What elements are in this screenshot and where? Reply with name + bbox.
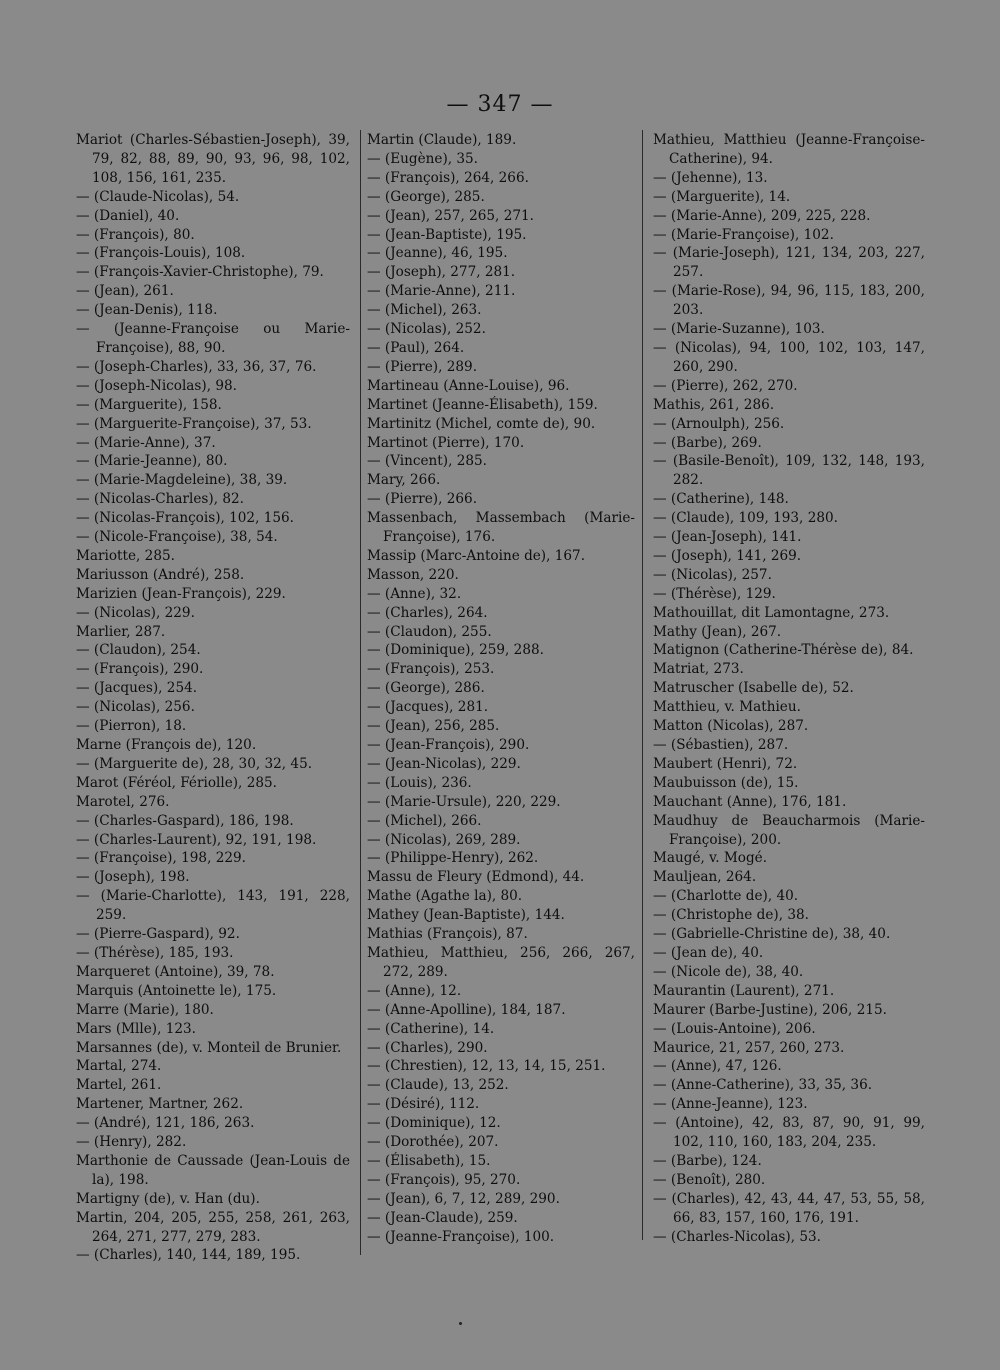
index-entry: — (Chrestien), 12, 13, 14, 15, 251. xyxy=(367,1058,606,1075)
index-entry: — (Pierron), 18. xyxy=(76,718,187,735)
index-entry: — (George), 285. xyxy=(367,188,485,205)
index-entry: — (Antoine), 42, 83, 87, 90, 91, 99, 102, 110, 160, 183, 204, 235. xyxy=(653,1115,925,1151)
index-entry: Mathias (François), 87. xyxy=(367,926,528,943)
index-entry: — (Marie-Françoise), 102. xyxy=(653,226,834,243)
index-entry: Maugé, v. Mogé. xyxy=(653,850,768,867)
index-entry: Mathy (Jean), 267. xyxy=(653,623,782,640)
index-entry: — (Catherine), 148. xyxy=(653,491,789,508)
index-entry: — (Henry), 282. xyxy=(76,1134,187,1151)
index-entry: Massip (Marc-Antoine de), 167. xyxy=(367,547,586,564)
index-entry: — (Anne), 12. xyxy=(367,982,462,999)
index-entry: — (Jean), 6, 7, 12, 289, 290. xyxy=(367,1190,560,1207)
index-entry: — (François), 80. xyxy=(76,226,195,243)
index-column-3 xyxy=(653,131,925,1246)
index-entry: — (André), 121, 186, 263. xyxy=(76,1115,255,1132)
index-entry: — (Anne), 47, 126. xyxy=(653,1058,782,1075)
index-entry: Massenbach, Massembach (Marie-Françoise), 176. xyxy=(367,510,635,546)
index-entry: — (Jeanne-Françoise), 100. xyxy=(367,1228,555,1245)
index-entry: — (Nicolas), 94, 100, 102, 103, 147, 260, 290. xyxy=(653,339,925,375)
index-entry: — (Nicolas), 229. xyxy=(76,604,195,621)
index-entry: — (Anne), 32. xyxy=(367,585,462,602)
index-entry: — (Benoît), 280. xyxy=(653,1171,766,1188)
index-entry: — (François), 253. xyxy=(367,661,495,678)
index-entry: — (Gabrielle-Christine de), 38, 40. xyxy=(653,926,891,943)
column-divider xyxy=(360,130,361,1255)
index-entry: — (Louis-Antoine), 206. xyxy=(653,1020,816,1037)
index-entry: Mathis, 261, 286. xyxy=(653,396,775,413)
index-entry: Mathieu, Matthieu, 256, 266, 267, 272, 289. xyxy=(367,944,635,980)
index-entry: Matthieu, v. Mathieu. xyxy=(653,699,801,716)
index-entry: — (Barbe), 269. xyxy=(653,434,762,451)
index-entry: — (Charles-Nicolas), 53. xyxy=(653,1228,821,1245)
index-entry: — (Jean-Claude), 259. xyxy=(367,1209,518,1226)
index-entry: Maudhuy de Beaucharmois (Marie-Françoise), 200. xyxy=(653,812,925,848)
index-entry: — (Jean-Joseph), 141. xyxy=(653,529,802,546)
index-entry: — (Barbe), 124. xyxy=(653,1152,762,1169)
index-entry: Maubuisson (de), 15. xyxy=(653,774,799,791)
index-entry: Maurer (Barbe-Justine), 206, 215. xyxy=(653,1001,887,1018)
index-entry: — (Marie-Suzanne), 103. xyxy=(653,321,825,338)
index-entry: — (Charles), 264. xyxy=(367,604,488,621)
index-entry: Martel, 261. xyxy=(76,1077,162,1094)
index-entry: — (Marie-Ursule), 220, 229. xyxy=(367,793,561,810)
index-entry: — (Marguerite), 158. xyxy=(76,396,222,413)
index-entry: — (Joseph), 198. xyxy=(76,869,190,886)
index-entry: — (Joseph-Nicolas), 98. xyxy=(76,377,237,394)
index-entry: — (Michel), 266. xyxy=(367,812,482,829)
index-entry: — (Pierre), 266. xyxy=(367,491,478,508)
index-entry: — (Marie-Charlotte), 143, 191, 228, 259. xyxy=(76,888,350,924)
index-entry: Matton (Nicolas), 287. xyxy=(653,718,809,735)
index-entry: Matriat, 273. xyxy=(653,661,744,678)
index-entry: — (François-Louis), 108. xyxy=(76,245,246,262)
index-entry: — (Nicolas), 269, 289. xyxy=(367,831,521,848)
index-entry: — (Catherine), 14. xyxy=(367,1020,495,1037)
index-entry: — (Marie-Rose), 94, 96, 115, 183, 200, 203. xyxy=(653,283,925,319)
index-entry: — (Vincent), 285. xyxy=(367,453,487,470)
index-entry: Mauljean, 264. xyxy=(653,869,757,886)
index-entry: — (Charles-Laurent), 92, 191, 198. xyxy=(76,831,317,848)
index-entry: — (Nicolas-François), 102, 156. xyxy=(76,510,294,527)
index-entry: — (Jeanne-Françoise ou Marie-Françoise), 88, 90. xyxy=(76,321,350,356)
index-entry: — (Marie-Anne), 37. xyxy=(76,434,216,451)
page-mark xyxy=(459,1322,462,1325)
index-entry: Marizien (Jean-François), 229. xyxy=(76,585,286,602)
index-entry: — (Jean-François), 290. xyxy=(367,737,530,753)
index-entry: — (Jean), 261. xyxy=(76,283,174,300)
index-entry: — (Thérèse), 129. xyxy=(653,585,776,602)
index-entry: Martin (Claude), 189. xyxy=(367,132,517,148)
index-entry: — (Philippe-Henry), 262. xyxy=(367,850,539,867)
index-entry: — (Thérèse), 185, 193. xyxy=(76,944,234,961)
index-entry: Maurice, 21, 257, 260, 273. xyxy=(653,1039,845,1056)
index-entry: — (Claudon), 255. xyxy=(367,623,492,640)
index-entry: Matignon (Catherine-Thérèse de), 84. xyxy=(653,642,914,659)
index-entry: — (Christophe de), 38. xyxy=(653,907,809,924)
index-entry: — (Joseph), 141, 269. xyxy=(653,547,802,564)
index-entry: — (Louis), 236. xyxy=(367,774,472,791)
index-entry: — (François), 95, 270. xyxy=(367,1171,521,1188)
index-entry: — (Françoise), 198, 229. xyxy=(76,850,246,867)
index-entry: — (Claude), 13, 252. xyxy=(367,1077,509,1094)
index-entry: Mars (Mlle), 123. xyxy=(76,1020,196,1037)
index-column-1 xyxy=(76,131,350,1265)
index-entry: — (Claudon), 254. xyxy=(76,642,201,659)
index-column-2 xyxy=(367,131,635,1246)
index-entry: — (Nicolas), 257. xyxy=(653,566,772,583)
index-entry: — (Nicolas), 252. xyxy=(367,321,486,338)
index-entry: Masson, 220. xyxy=(367,566,459,583)
index-entry: — (François), 290. xyxy=(76,661,204,678)
index-entry: — (Jean-Denis), 118. xyxy=(76,302,218,319)
index-entry: — (Dominique), 12. xyxy=(367,1115,501,1132)
index-entry: — (Jacques), 281. xyxy=(367,699,489,716)
index-entry: — (Joseph-Charles), 33, 36, 37, 76. xyxy=(76,358,317,375)
index-entry: Marotel, 276. xyxy=(76,793,170,810)
index-entry: Massu de Fleury (Edmond), 44. xyxy=(367,869,585,886)
index-entry: — (Marie-Joseph), 121, 134, 203, 227, 257. xyxy=(653,245,925,281)
index-entry: — (Jean-Nicolas), 229. xyxy=(367,755,521,772)
index-entry: Marne (François de), 120. xyxy=(76,737,257,753)
index-entry: — (François-Xavier-Christophe), 79. xyxy=(76,264,324,281)
index-entry: — (Daniel), 40. xyxy=(76,207,180,224)
index-entry: — (Arnoulph), 256. xyxy=(653,415,785,432)
index-entry: — (Eugène), 35. xyxy=(367,150,479,167)
index-entry: Mariotte, 285. xyxy=(76,547,175,564)
index-entry: — (Nicolas-Charles), 82. xyxy=(76,491,244,508)
index-entry: — (Marguerite-Françoise), 37, 53. xyxy=(76,415,312,432)
index-entry: — (Nicole-Françoise), 38, 54. xyxy=(76,529,278,546)
index-entry: — (Marguerite de), 28, 30, 32, 45. xyxy=(76,755,313,772)
index-entry: — (Anne-Jeanne), 123. xyxy=(653,1096,808,1113)
index-entry: Mathe (Agathe la), 80. xyxy=(367,888,523,905)
index-entry: — (Claude-Nicolas), 54. xyxy=(76,188,240,205)
index-entry: — (Charles), 140, 144, 189, 195. xyxy=(76,1247,301,1264)
index-entry: Martin, 204, 205, 255, 258, 261, 263, 264, 271, 277, 279, 283. xyxy=(76,1209,350,1245)
index-entry: — (Michel), 263. xyxy=(367,302,482,319)
index-entry: Mariot (Charles-Sébastien-Joseph), 39, 79, 82, 88, 89, 90, 93, 96, 98, 102, 108, 156, 161, 235. xyxy=(76,132,350,186)
column-divider xyxy=(642,130,643,1240)
index-entry: Marsannes (de), v. Monteil de Brunier. xyxy=(76,1039,342,1056)
page-number: — 347 — xyxy=(446,92,554,117)
index-entry: — (Pierre), 262, 270. xyxy=(653,377,798,394)
index-entry: — (Marguerite), 14. xyxy=(653,188,791,205)
index-entry: — (Charlotte de), 40. xyxy=(653,888,799,905)
index-entry: — (Claude), 109, 193, 280. xyxy=(653,510,838,527)
index-entry: Marot (Féréol, Fériolle), 285. xyxy=(76,774,277,791)
index-entry: Mathouillat, dit Lamontagne, 273. xyxy=(653,604,890,621)
index-entry: — (Basile-Benoît), 109, 132, 148, 193, 282. xyxy=(653,453,925,489)
index-entry: — (Jean), 257, 265, 271. xyxy=(367,207,534,224)
index-entry: — (Marie-Magdeleine), 38, 39. xyxy=(76,472,288,489)
index-entry: Mary, 266. xyxy=(367,472,441,489)
index-entry: — (Pierre-Gaspard), 92. xyxy=(76,926,240,943)
index-entry: Martineau (Anne-Louise), 96. xyxy=(367,377,570,394)
index-entry: Marre (Marie), 180. xyxy=(76,1001,214,1018)
index-entry: Martinitz (Michel, comte de), 90. xyxy=(367,415,596,432)
index-entry: — (Anne-Catherine), 33, 35, 36. xyxy=(653,1077,873,1094)
index-entry: Mathey (Jean-Baptiste), 144. xyxy=(367,907,565,924)
index-entry: Martinot (Pierre), 170. xyxy=(367,434,525,451)
index-entry: — (Marie-Jeanne), 80. xyxy=(76,453,228,470)
index-entry: Martigny (de), v. Han (du). xyxy=(76,1190,260,1207)
index-entry: Matruscher (Isabelle de), 52. xyxy=(653,680,854,697)
index-entry: — (Jean-Baptiste), 195. xyxy=(367,226,527,243)
index-entry: — (François), 264, 266. xyxy=(367,169,529,186)
index-entry: — (Sébastien), 287. xyxy=(653,737,789,753)
index-entry: — (Jeanne), 46, 195. xyxy=(367,245,508,262)
index-entry: Marquis (Antoinette le), 175. xyxy=(76,982,277,999)
index-entry: — (Marie-Anne), 211. xyxy=(367,283,516,300)
index-entry: — (Paul), 264. xyxy=(367,339,465,356)
index-entry: Martinet (Jeanne-Élisabeth), 159. xyxy=(367,396,598,413)
index-entry: — (George), 286. xyxy=(367,680,485,697)
index-entry: Maubert (Henri), 72. xyxy=(653,755,798,772)
index-entry: Mathieu, Matthieu (Jeanne-Françoise-Catherine), 94. xyxy=(653,132,925,167)
index-entry: Marlier, 287. xyxy=(76,623,166,640)
index-entry: — (Dorothée), 207. xyxy=(367,1134,499,1151)
index-entry: Martener, Martner, 262. xyxy=(76,1096,244,1113)
index-entry: — (Nicolas), 256. xyxy=(76,699,195,716)
index-entry: Martal, 274. xyxy=(76,1058,162,1075)
index-entry: — (Marie-Anne), 209, 225, 228. xyxy=(653,207,871,224)
index-entry: — (Pierre), 289. xyxy=(367,358,478,375)
index-entry: — (Charles), 42, 43, 44, 47, 53, 55, 58, 66, 83, 157, 160, 176, 191. xyxy=(653,1190,925,1226)
index-entry: — (Anne-Apolline), 184, 187. xyxy=(367,1001,566,1018)
index-entry: — (Désiré), 112. xyxy=(367,1096,480,1113)
index-entry: — (Jean de), 40. xyxy=(653,944,764,961)
index-entry: — (Joseph), 277, 281. xyxy=(367,264,516,281)
index-entry: Marqueret (Antoine), 39, 78. xyxy=(76,963,275,980)
index-entry: — (Dominique), 259, 288. xyxy=(367,642,544,659)
index-entry: — (Jehenne), 13. xyxy=(653,169,768,186)
index-entry: — (Charles), 290. xyxy=(367,1039,488,1056)
index-entry: Marthonie de Caussade (Jean-Louis de la), 198. xyxy=(76,1152,350,1188)
index-entry: Maurantin (Laurent), 271. xyxy=(653,982,835,999)
index-entry: — (Charles-Gaspard), 186, 198. xyxy=(76,812,294,829)
index-entry: — (Jacques), 254. xyxy=(76,680,198,697)
index-entry: Mauchant (Anne), 176, 181. xyxy=(653,793,847,810)
index-entry: — (Jean), 256, 285. xyxy=(367,718,500,735)
index-entry: Mariusson (André), 258. xyxy=(76,566,245,583)
index-entry: — (Élisabeth), 15. xyxy=(367,1152,491,1169)
index-entry: — (Nicole de), 38, 40. xyxy=(653,963,804,980)
